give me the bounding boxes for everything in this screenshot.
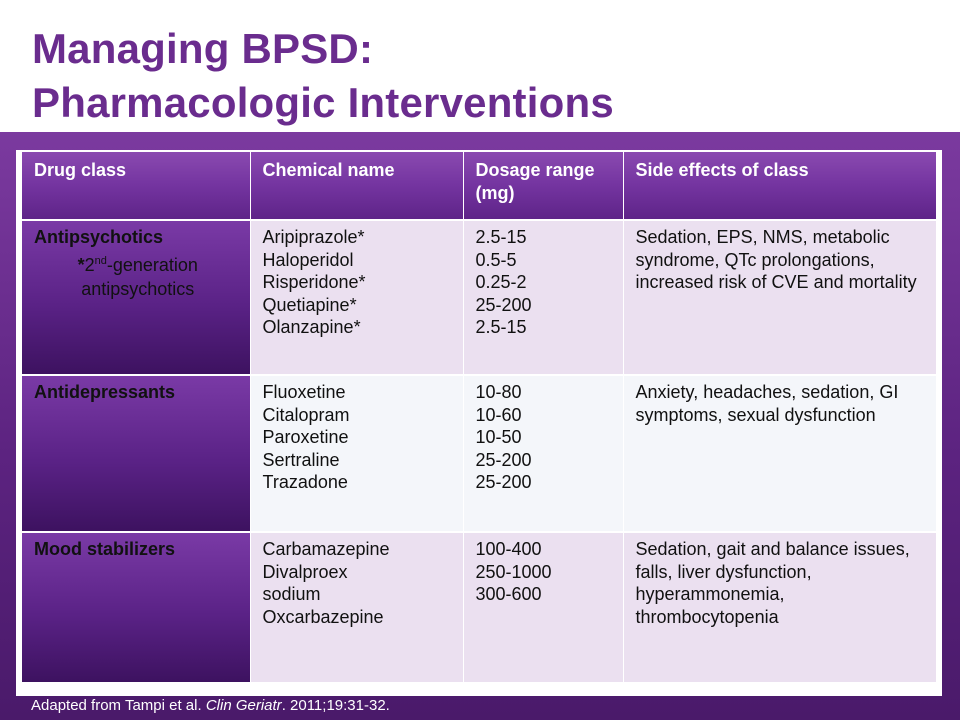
- chemical-name: Divalproex sodium: [262, 561, 348, 604]
- dosage-value: 2.5-15: [475, 227, 527, 247]
- dosage-cell: [463, 375, 623, 532]
- chemical-name: Olanzapine*: [262, 317, 361, 337]
- side-effects-cell: [623, 532, 936, 682]
- dosage-value: 25-200: [475, 294, 532, 315]
- drug-class-cell: [22, 532, 250, 682]
- drug-table: [22, 152, 936, 682]
- dosage-cell: [463, 220, 623, 375]
- dosage-cell: [463, 532, 623, 682]
- antipsychotics-footnote: [34, 253, 242, 301]
- dosage-value: 2.5-15: [475, 317, 527, 337]
- chemical-name: Quetiapine*: [262, 294, 357, 315]
- footnote-superscript: nd: [94, 254, 107, 267]
- dosage-value: 10-60: [475, 404, 522, 425]
- citation-suffix: . 2011;19:31-32.: [281, 697, 390, 714]
- header-chemical-name: Chemical name: [250, 152, 463, 220]
- drug-class-label: Antidepressants: [34, 382, 176, 402]
- dosage-value: 25-200: [475, 472, 532, 492]
- side-effects-text: Anxiety, headaches, sedation, GI symptoms, sexual dysfunction: [635, 382, 899, 425]
- dosage-value: 300-600: [475, 584, 542, 604]
- drug-class-label: Mood stabilizers: [34, 539, 176, 559]
- dosage-value: 100-400: [475, 539, 542, 559]
- chemical-name-cell: [250, 375, 463, 532]
- dosage-value: 0.5-5: [475, 249, 517, 270]
- chemical-name: Trazadone: [262, 472, 348, 492]
- header-dosage-range: Dosage range (mg): [463, 152, 623, 220]
- footnote-prefix: 2: [84, 254, 95, 275]
- dosage-value: 10-80: [475, 382, 522, 402]
- chemical-name-cell: [250, 532, 463, 682]
- chemical-name-cell: [250, 220, 463, 375]
- drug-class-label: Antipsychotics: [34, 227, 164, 247]
- header-drug-class: Drug class: [22, 152, 250, 220]
- chemical-name: Oxcarbazepine: [262, 606, 384, 627]
- dosage-value: 250-1000: [475, 561, 552, 582]
- drug-class-cell: [22, 220, 250, 375]
- chemical-name: Carbamazepine: [262, 539, 390, 559]
- footnote-text: -generation antipsychotics: [81, 254, 198, 299]
- chemical-name: Paroxetine: [262, 427, 349, 447]
- side-effects-text: Sedation, EPS, NMS, metabolic syndrome, QTc prolongations, increased risk of CVE and mortality: [635, 227, 917, 292]
- footnote-asterisk: *: [77, 254, 85, 275]
- table-header-row: [22, 152, 936, 220]
- side-effects-text: Sedation, gait and balance issues, falls, liver dysfunction, hyperammonemia, thrombocytopenia: [635, 539, 910, 627]
- table-row: [22, 375, 936, 532]
- chemical-name: Risperidone*: [262, 272, 366, 292]
- chemical-name: Fluoxetine: [262, 382, 346, 402]
- slide-title-line-1: Managing BPSD:: [32, 25, 374, 72]
- dosage-value: 25-200: [475, 449, 532, 470]
- citation: [31, 696, 390, 716]
- dosage-value: 0.25-2: [475, 272, 527, 292]
- chemical-name: Sertraline: [262, 449, 340, 470]
- citation-journal: Clin Geriatr: [205, 697, 282, 714]
- drug-class-cell: [22, 375, 250, 532]
- slide-title: [32, 22, 614, 130]
- dosage-value: 10-50: [475, 427, 522, 447]
- chemical-name: Haloperidol: [262, 249, 354, 270]
- header-side-effects: Side effects of class: [623, 152, 936, 220]
- side-effects-cell: [623, 375, 936, 532]
- chemical-name: Aripiprazole*: [262, 227, 365, 247]
- table-row: [22, 220, 936, 375]
- chemical-name: Citalopram: [262, 404, 350, 425]
- table-row: [22, 532, 936, 682]
- citation-prefix: Adapted from Tampi et al.: [31, 697, 206, 714]
- side-effects-cell: [623, 220, 936, 375]
- slide-title-line-2: Pharmacologic Interventions: [32, 79, 614, 126]
